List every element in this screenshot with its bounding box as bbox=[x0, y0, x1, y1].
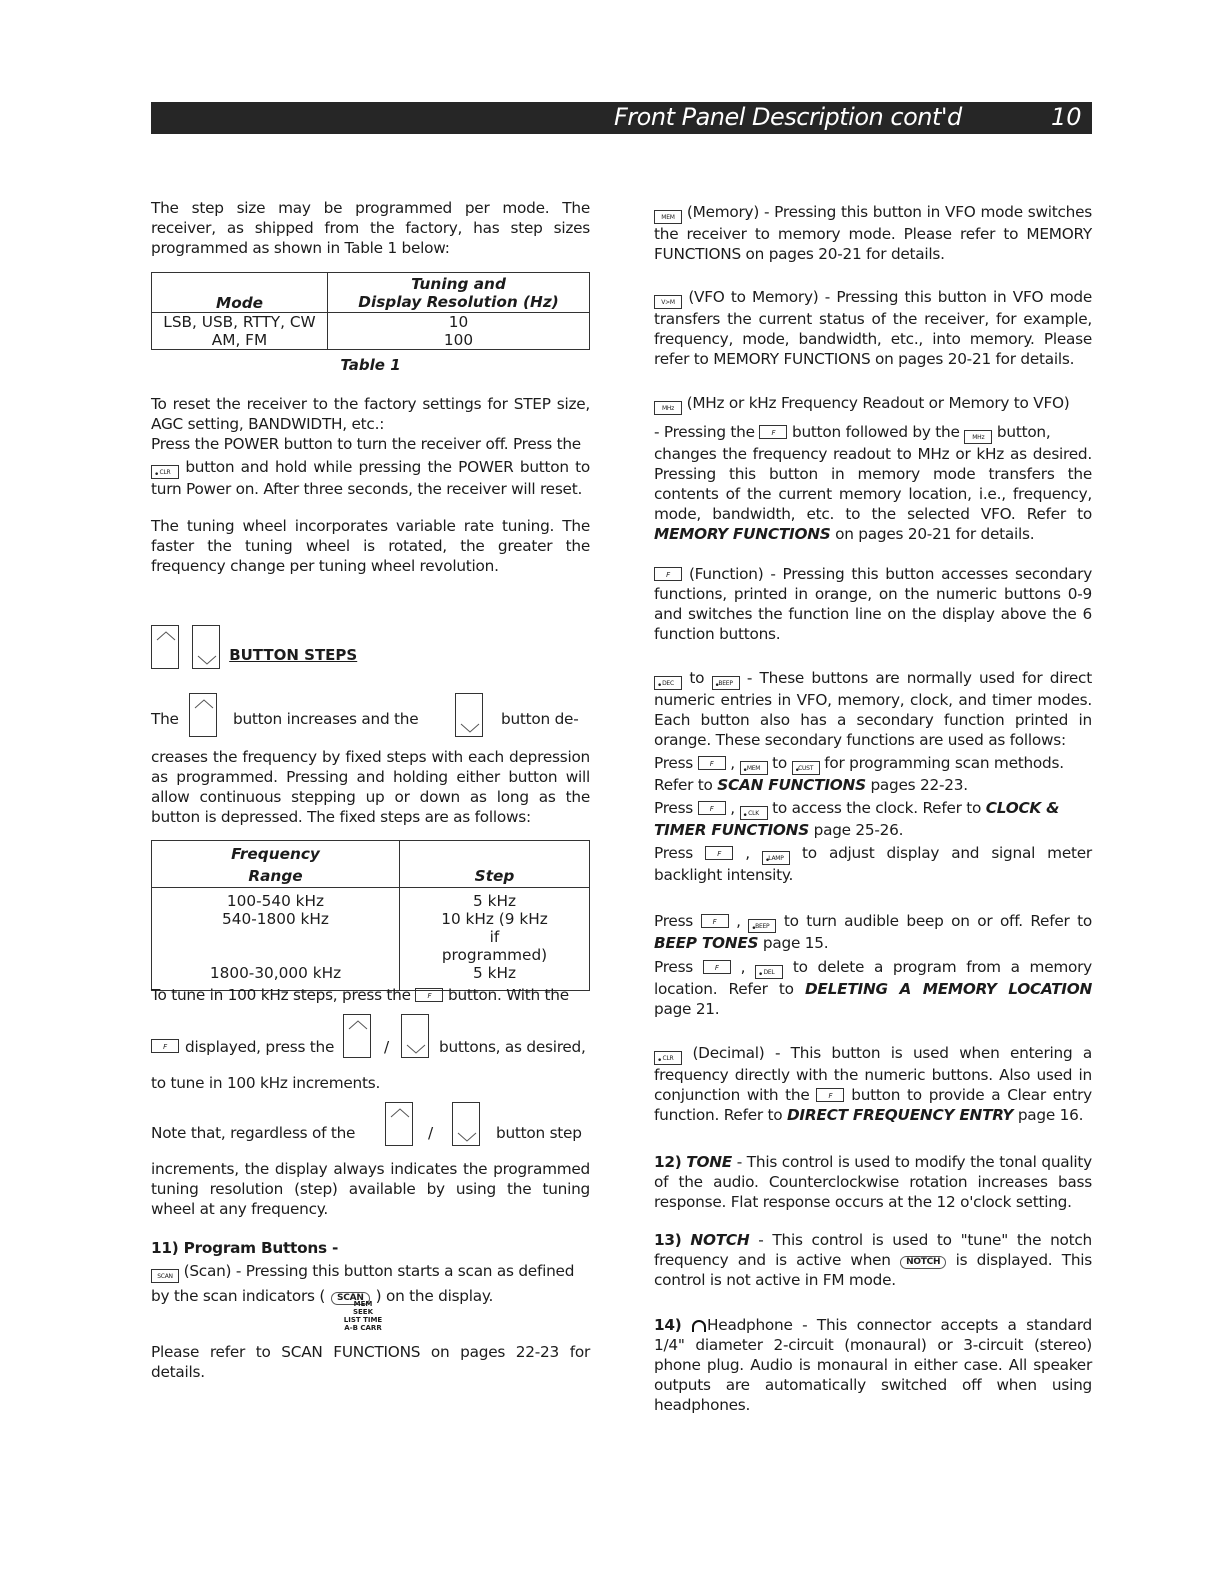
function-key-icon bbox=[816, 1088, 844, 1102]
table2-cell: 5 kHz bbox=[473, 964, 516, 982]
mhz-key-icon: MHz bbox=[964, 430, 992, 444]
vfo-memory-paragraph: V>M (VFO to Memory) - Pressing this button in VFO mode transfers the current status of the receiver, for example, frequency, mode, bandwidth, etc., into memory. Please refer to MEMORY FUNCTIONS on pages 20-21 for details. bbox=[654, 288, 1092, 368]
headphone-icon bbox=[691, 1319, 707, 1333]
program-buttons-heading: 11) Program Buttons - bbox=[151, 1239, 339, 1257]
table-step-resolution bbox=[151, 272, 590, 350]
function-key-icon bbox=[151, 1039, 179, 1053]
scan-indicators: MEM SEEK LIST TIME A-B CARR bbox=[343, 1300, 383, 1332]
down-arrow-key-icon bbox=[401, 1014, 429, 1058]
function-paragraph: F (Function) - Pressing this button accesses secondary functions, printed in orange, on the numeric buttons 0-9 and switches the function line on the display above the 6 function buttons. bbox=[654, 564, 1092, 644]
table2-header-range: Frequency Range bbox=[152, 841, 400, 888]
note-line: Note that, regardless of the / button step bbox=[151, 1102, 590, 1158]
clr-key-icon: • CLR bbox=[654, 1051, 682, 1065]
table-fixed-steps bbox=[151, 840, 590, 991]
function-key-icon bbox=[759, 425, 787, 439]
clk-key-icon: • CLK bbox=[740, 806, 768, 820]
down-arrow-key-icon bbox=[192, 625, 220, 669]
notch-indicator-icon: NOTCH bbox=[900, 1256, 946, 1269]
mem-key-icon: MEM bbox=[654, 210, 682, 224]
reset-paragraph: To reset the receiver to the factory settings for STEP size, AGC setting, BANDWIDTH, etc.: Press the POWER button to turn the receiver off. Press the • CLR button and hold while pressing the POWER button to turn Power on. After three seconds, the receiver will reset. bbox=[151, 394, 590, 499]
function-key-icon bbox=[705, 846, 733, 860]
notch-paragraph: 13) NOTCH - This control is used to "tune" the notch frequency and is active when NOTCH is displayed. This control is not active in FM mode. bbox=[654, 1231, 1092, 1289]
dec-key-icon: • DEC bbox=[654, 676, 682, 690]
button-steps-heading: BUTTON STEPS bbox=[229, 645, 358, 664]
cust-key-icon: • CUST bbox=[792, 761, 820, 775]
function-key-icon bbox=[698, 756, 726, 770]
numeric-paragraph: • DEC to • BEEP - These buttons are normally used for direct numeric entries in VFO, memory, clock, and timer modes. Each button also has a secondary function printed in orange. These secondary functions are used as follows: Press F , • MEM to • CUST for programming scan methods. Refer to SCAN FUNCTIONS pages 22-23. Press F , • CLK to access the clock. Refer to CLOCK & TIMER FUNCTIONS page 25-26. Press F , • LAMP to adjust display and signal meter backlight intensity. bbox=[654, 668, 1092, 885]
beep-key-icon: • BEEP bbox=[712, 676, 740, 690]
function-key-icon bbox=[701, 914, 729, 928]
down-arrow-key-icon bbox=[455, 693, 483, 737]
tone-paragraph: 12) TONE - This control is used to modify the tonal quality of the audio. Counterclockwise rotation increases bass response. Flat response occurs at the 12 o'clock setting. bbox=[654, 1153, 1092, 1211]
tune100-line1: To tune in 100 kHz steps, press the F button. With the bbox=[151, 985, 590, 1005]
up-arrow-key-icon bbox=[385, 1102, 413, 1146]
scan-indicator-icon: SCAN bbox=[331, 1292, 370, 1305]
page-number: 10 bbox=[1051, 103, 1082, 131]
table2-cell: 540-1800 kHz bbox=[152, 910, 400, 964]
table1-header-mode: Mode bbox=[152, 273, 328, 313]
table1-cell: 100 bbox=[443, 331, 474, 349]
vfo-to-memory-key-icon: V>M bbox=[654, 295, 682, 309]
table2-header-step: Step bbox=[400, 841, 590, 888]
table2-cell: 100-540 kHz bbox=[152, 888, 400, 911]
headphone-paragraph: 14) Headphone - This connector accepts a standard 1/4" diameter 2-circuit (monaural) or 3-circuit (stereo) phone plug. Audio is monaural in either case. All speaker outputs are automatically switched off when using headphones. bbox=[654, 1316, 1092, 1414]
down-arrow-key-icon bbox=[452, 1102, 480, 1146]
scan-key-icon: SCAN bbox=[151, 1269, 179, 1283]
button-steps-paragraph: creases the frequency by fixed steps with each depression as programmed. Pressing and holding either button will allow continuous stepping up or down as long as the button is depressed. The fixed steps are as follows: bbox=[151, 748, 590, 826]
wheel-paragraph: The tuning wheel incorporates variable rate tuning. The faster the tuning wheel is rotated, the greater the frequency change per tuning wheel revolution. bbox=[151, 517, 590, 575]
function-key-icon bbox=[415, 988, 443, 1002]
beep-paragraph: Press F , • BEEP to turn audible beep on or off. Refer to BEEP TONES page 15. Press F , • DEL to delete a program from a memory location. Refer to DELETING A MEMORY LOCATION page 21. bbox=[654, 911, 1092, 1019]
del-key-icon: • DEL bbox=[755, 965, 783, 979]
scan-paragraph: SCAN (Scan) - Pressing this button starts a scan as defined by the scan indicators ( SCAN ) on the display. bbox=[151, 1262, 575, 1305]
function-key-icon bbox=[703, 960, 731, 974]
table1-cell: AM, FM bbox=[152, 331, 328, 350]
decimal-paragraph: • CLR (Decimal) - This button is used when entering a frequency directly with the numeric buttons. Also used in conjunction with the F button to provide a Clear entry function. Refer to DIRECT FREQUENCY ENTRY page 16. bbox=[654, 1043, 1092, 1125]
button-steps-heading-row bbox=[151, 625, 357, 669]
mhz-paragraph: MHz (MHz or kHz Frequency Readout or Memory to VFO) - Pressing the F button followed by the MHz button, changes the frequency readout to MHz or kHz as desired. Pressing this button in memory mode transfers the contents of the current memory location, i.e., frequency, mode, bandwidth, etc. to the selected VFO. Refer to MEMORY FUNCTIONS on pages 20-21 for details. bbox=[654, 393, 1092, 544]
table1-header-resolution: Tuning and Display Resolution (Hz) bbox=[328, 273, 590, 313]
page-title: Front Panel Description cont'd bbox=[614, 103, 962, 131]
function-key-icon bbox=[654, 567, 682, 581]
table1-cell: LSB, USB, RTTY, CW bbox=[152, 313, 328, 332]
table1-cell: 10 bbox=[448, 313, 469, 331]
clr-key-icon: • CLR bbox=[151, 465, 179, 479]
note-paragraph: increments, the display always indicates the programmed tuning resolution (step) available by using the tuning wheel at any frequency. bbox=[151, 1160, 590, 1218]
lamp-key-icon: • LAMP bbox=[762, 851, 790, 865]
up-arrow-key-icon bbox=[343, 1014, 371, 1058]
intro-paragraph: The step size may be programmed per mode. The receiver, as shipped from the factory, has step sizes programmed as shown in Table 1 below: bbox=[151, 199, 590, 257]
table2-cell: 10 kHz (9 kHz if programmed) bbox=[441, 910, 548, 964]
scan-refer-paragraph: Please refer to SCAN FUNCTIONS on pages 22-23 for details. bbox=[151, 1343, 590, 1381]
button-steps-line: The button increases and the button de- bbox=[151, 693, 590, 743]
tune100-line3: to tune in 100 kHz increments. bbox=[151, 1074, 381, 1092]
mem1-key-icon: • MEM bbox=[740, 761, 768, 775]
up-arrow-key-icon bbox=[151, 625, 179, 669]
function-key-icon bbox=[698, 801, 726, 815]
up-arrow-key-icon bbox=[189, 693, 217, 737]
table2-cell: 5 kHz bbox=[473, 892, 516, 910]
beep-key-icon: • BEEP bbox=[748, 919, 776, 933]
mhz-key-icon: MHz bbox=[654, 401, 682, 415]
table1-caption: Table 1 bbox=[340, 356, 401, 374]
memory-paragraph: MEM (Memory) - Pressing this button in VFO mode switches the receiver to memory mode. Please refer to MEMORY FUNCTIONS on pages 20-21 for details. bbox=[654, 203, 1092, 263]
tune100-line2: F displayed, press the / buttons, as desired, bbox=[151, 1014, 590, 1070]
table2-cell: 1800-30,000 kHz bbox=[152, 964, 400, 991]
